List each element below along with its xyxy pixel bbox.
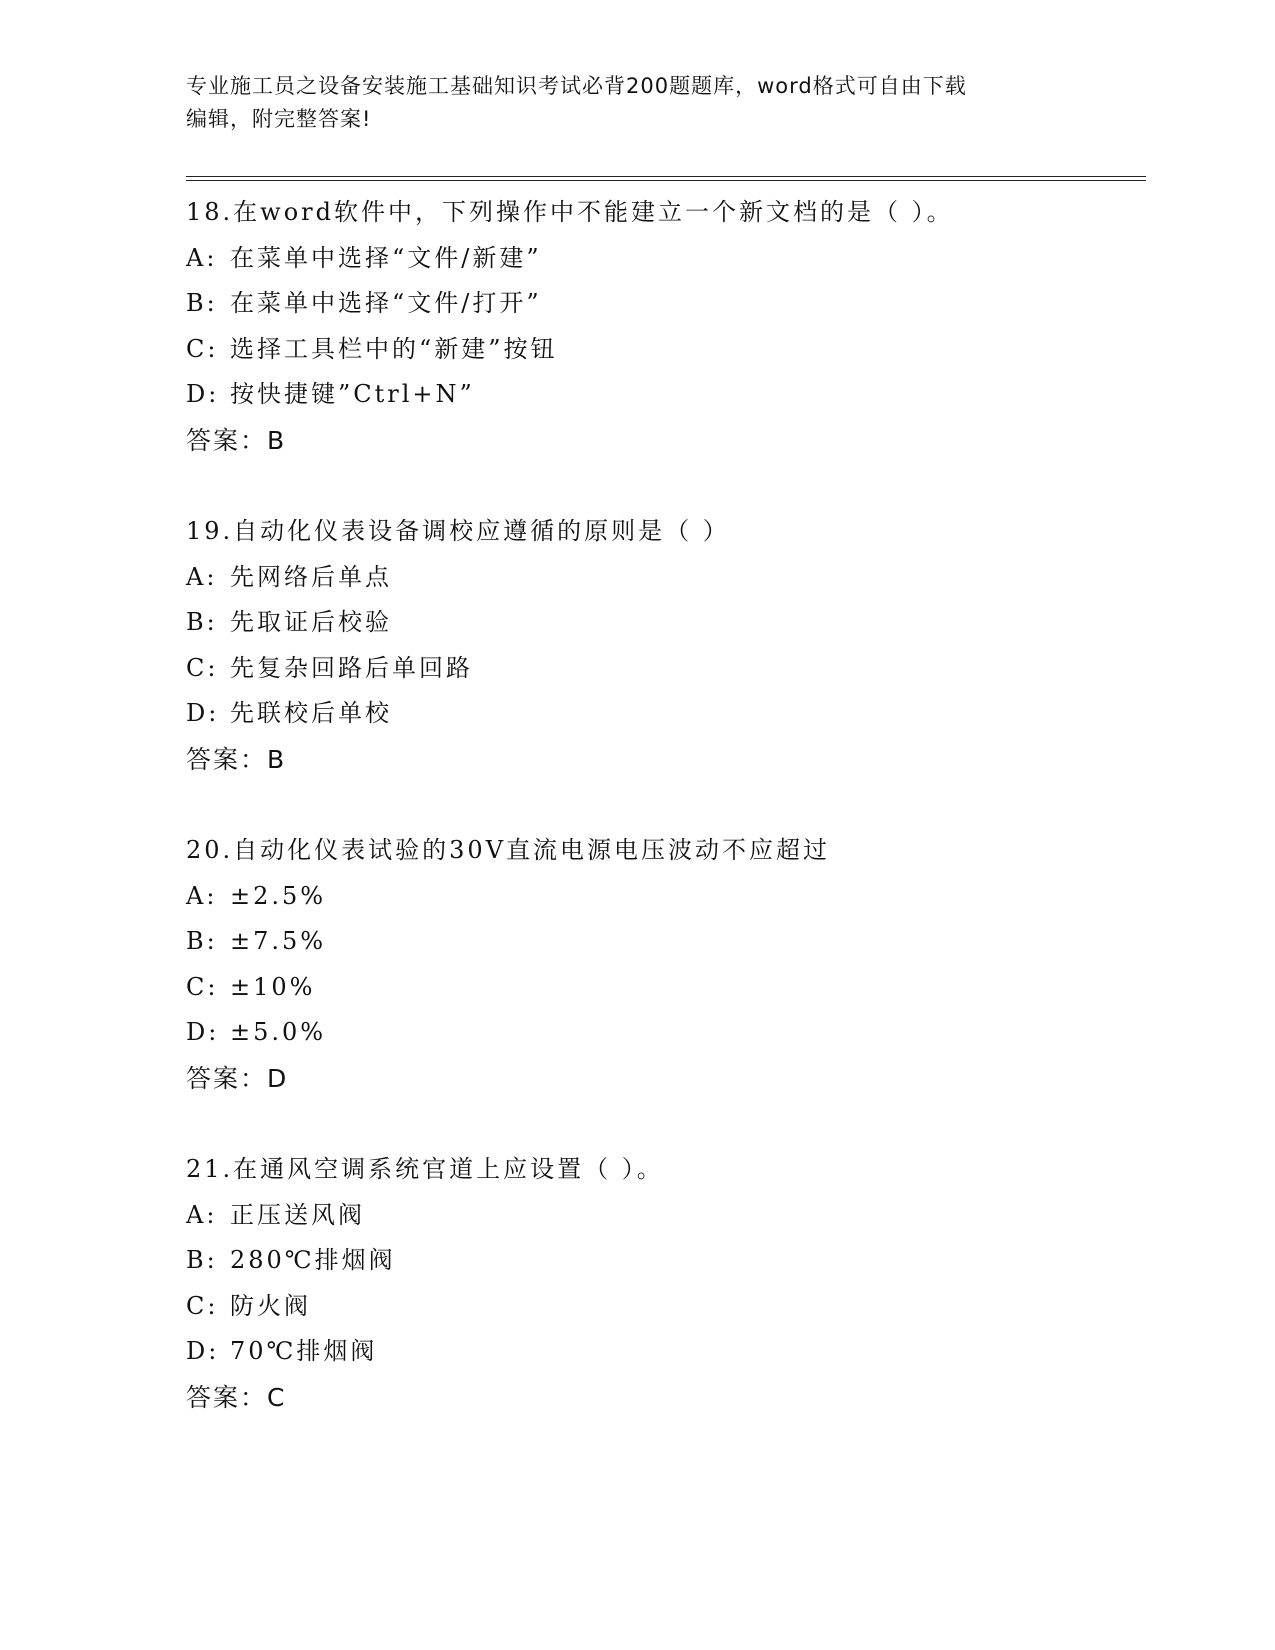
option-label: B:	[186, 608, 218, 636]
option-text: 在菜单中选择“文件/打开”	[230, 289, 542, 317]
option-text: ±10%	[230, 972, 316, 1001]
question-19	[186, 509, 1146, 782]
option-label: D:	[186, 1337, 220, 1365]
option-a	[186, 236, 1146, 282]
option-label: D:	[186, 1018, 220, 1046]
document-header	[186, 70, 1086, 136]
option-d	[186, 1329, 1146, 1375]
option-text: 正压送风阀	[230, 1200, 365, 1229]
option-text: 选择工具栏中的“新建”按钮	[230, 334, 558, 363]
option-label: A:	[186, 243, 218, 272]
option-d	[186, 372, 1146, 418]
option-label: B:	[186, 927, 218, 955]
option-label: C:	[186, 334, 219, 363]
option-label: B:	[186, 289, 218, 317]
option-b	[186, 1238, 1146, 1284]
question-text: 20.自动化仪表试验的30V直流电源电压波动不应超过	[186, 836, 831, 864]
option-c	[186, 1284, 1146, 1330]
option-label: C:	[186, 1291, 219, 1320]
option-a	[186, 874, 1146, 920]
option-text: 280℃排烟阀	[230, 1246, 396, 1274]
option-text: 先联校后单校	[230, 699, 392, 727]
question-20	[186, 828, 1146, 1101]
option-b	[186, 281, 1146, 327]
question-text: 18.在word软件中，下列操作中不能建立一个新文档的是（ ）。	[186, 198, 954, 226]
answer: 答案：B	[186, 425, 287, 455]
option-label: C:	[186, 972, 219, 1001]
question-list	[186, 190, 1146, 1466]
option-text: ±7.5%	[230, 927, 327, 955]
option-text: 按快捷键”Ctrl+N”	[230, 380, 475, 408]
question-21	[186, 1147, 1146, 1420]
header-line-2: 编辑，附完整答案!	[186, 107, 372, 131]
header-line-1: 专业施工员之设备安装施工基础知识考试必背200题题库，word格式可自由下载	[186, 74, 967, 98]
option-label: C:	[186, 653, 219, 682]
header-divider	[186, 176, 1146, 181]
option-text: 防火阀	[230, 1291, 311, 1320]
option-c	[186, 646, 1146, 692]
option-label: A:	[186, 1200, 218, 1229]
option-text: ±5.0%	[230, 1018, 327, 1046]
answer: 答案：D	[186, 1063, 289, 1093]
question-text: 19.自动化仪表设备调校应遵循的原则是（ ）	[186, 517, 730, 545]
option-b	[186, 919, 1146, 965]
option-label: D:	[186, 699, 220, 727]
option-a	[186, 1193, 1146, 1239]
option-label: A:	[186, 562, 218, 591]
answer: 答案：C	[186, 1382, 287, 1412]
answer: 答案：B	[186, 744, 287, 774]
option-c	[186, 327, 1146, 373]
option-text: 先网络后单点	[230, 562, 392, 591]
option-a	[186, 555, 1146, 601]
option-text: 70℃排烟阀	[230, 1337, 378, 1365]
option-d	[186, 1010, 1146, 1056]
option-label: B:	[186, 1246, 218, 1274]
option-c	[186, 965, 1146, 1011]
option-text: 先取证后校验	[230, 608, 392, 636]
option-text: 先复杂回路后单回路	[230, 653, 473, 682]
option-b	[186, 600, 1146, 646]
option-label: D:	[186, 380, 220, 408]
question-text: 21.在通风空调系统官道上应设置（ ）。	[186, 1155, 664, 1183]
option-label: A:	[186, 881, 218, 910]
option-text: 在菜单中选择“文件/新建”	[230, 243, 542, 272]
option-text: ±2.5%	[230, 881, 327, 910]
question-18	[186, 190, 1146, 463]
option-d	[186, 691, 1146, 737]
